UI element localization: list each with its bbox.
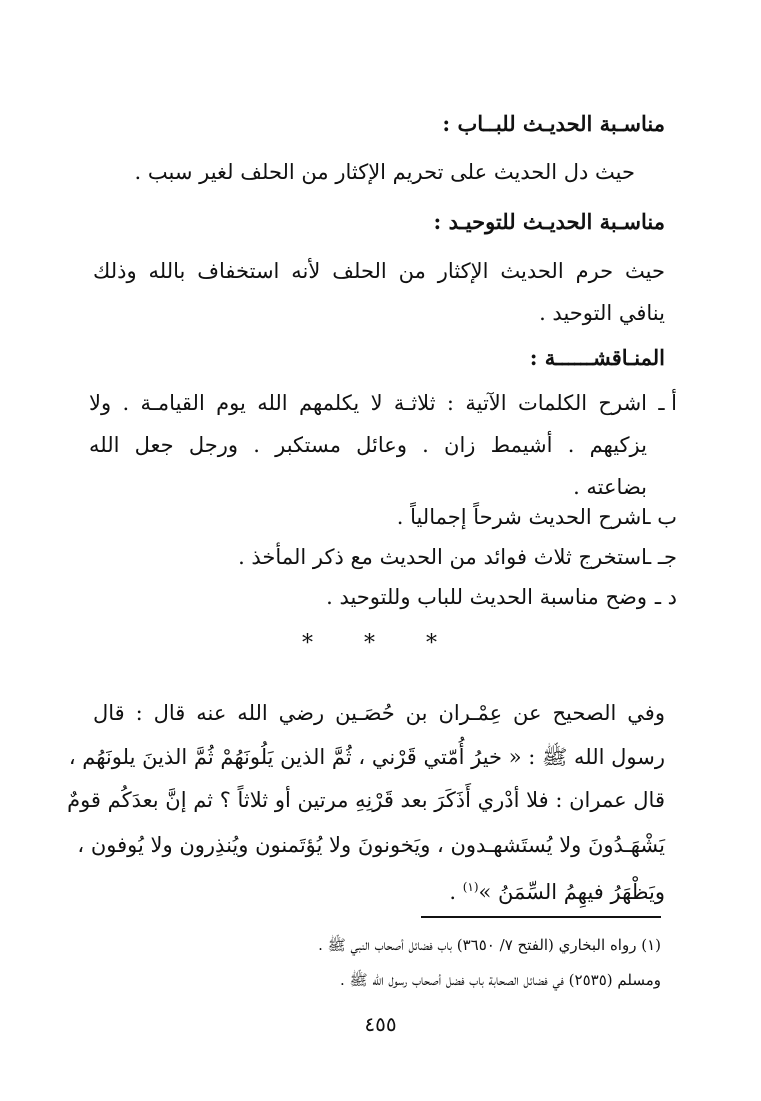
hadith-line-3: قال عمران : فلا أدْري أَذَكَرَ بعد قَرْنِهِ مرتين أو ثلاثاً ؟ ثم إنَّ بعدَكُم قومٌ [67,788,665,812]
discussion-item-marker: جـ ـ [645,545,677,569]
discussion-item-text: اشرح الكلمات الآتية : ثلاثـة لا يكلمهم الله يوم القيامـة . ولا [89,391,647,415]
hadith-line-1: وفي الصحيح عن عِمْـران بن حُصَـين رضي الله عنه قال : قال [93,701,665,725]
hadith-line-5 [449,870,665,909]
discussion-item-marker: ب ـ [644,505,677,529]
discussion-item-text: يزكيهم . أشيمط زان . وعائل مستكبر . ورجل جعل الله [89,433,647,457]
discussion-item-b [89,500,677,534]
discussion-item-d [89,580,677,614]
discussion-item-marker: د ـ [654,585,677,609]
hadith-last-line-text: ويَظْهَرُ فيهِمُ السِّمَنُ » [478,880,665,904]
footnote-divider [421,916,661,918]
footnote-reference[interactable]: (١) [462,880,479,894]
footnote-line-2: ومسلم (٢٥٣٥) في فضائل الصحابة باب فضل أصحاب رسول الله ﷺ . [339,971,661,989]
relevance-chapter-heading: مناسـبة الحديـث للبــاب : [442,111,665,136]
hadith-line-4: يَشْهَـدُونَ ولا يُستَشهـدون ، ويَخونونَ ولا يُؤتَمنون ويُنذِرون ولا يُوفون ، [77,833,665,857]
section-separator: * * * [302,631,459,656]
hadith-line-2: رسول الله ﷺ : « خيرُ أُمّتي قَرْني ، ثُمَّ الذين يَلُونَهُمْ ثُمَّ الذينَ يلونَهُم ، [68,745,665,769]
discussion-item-text: وضح مناسبة الحديث للباب وللتوحيد . [326,585,647,609]
discussion-item-text: اشرح الحديث شرحاً إجمالياً . [396,505,647,529]
footnote-line-1: (١) رواه البخاري (الفتح ٧/ ٣٦٥٠) باب فضائل أصحاب النبي ﷺ . [318,936,661,954]
relevance-tawhid-text-line2: ينافي التوحيد . [539,301,665,325]
relevance-tawhid-heading: مناسـبة الحديـث للتوحيـد : [433,209,665,234]
discussion-heading: المنـاقشــــــة : [529,345,665,370]
discussion-item-marker: أ ـ [658,391,677,415]
discussion-item-a [89,386,677,506]
discussion-item-text: بضاعته . [573,475,647,499]
discussion-item-c [89,540,677,574]
page-number: ٤٥٥ [364,1012,397,1036]
relevance-chapter-text: حيث دل الحديث على تحريم الإكثار من الحلف لغير سبب . [134,160,635,184]
hadith-last-line-end: . [449,880,463,904]
discussion-item-text: استخرج ثلاث فوائد من الحديث مع ذكر المأخذ . [238,545,647,569]
relevance-tawhid-text-line1: حيث حرم الحديث الإكثار من الحلف لأنه استخفاف بالله وذلك [93,259,665,283]
